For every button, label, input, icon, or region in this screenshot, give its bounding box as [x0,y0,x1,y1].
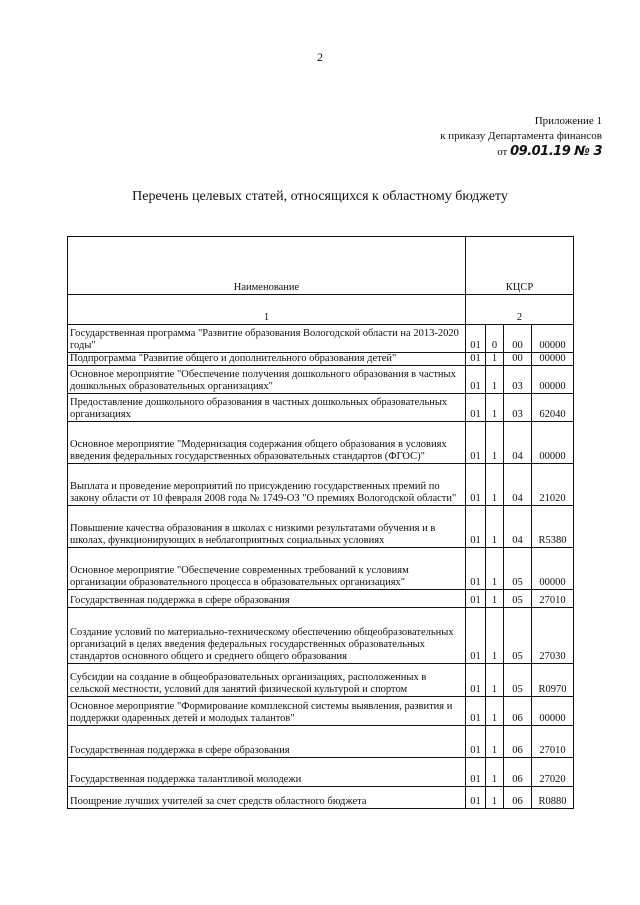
row-name: Выплата и проведение мероприятий по присуждению государственных премий по закону области от 10 февраля 2008 года № 1749-ОЗ "О премиях Вологодской области" [68,464,466,506]
code-event: 03 [504,394,532,422]
code-program: 01 [466,787,486,809]
header-name: Наименование [68,237,466,295]
code-direction: 00000 [532,548,574,590]
row-name: Предоставление дошкольного образования в частных дошкольных образовательных организациях [68,394,466,422]
row-name: Основное мероприятие "Обеспечение получения дошкольного образования в частных дошкольных образовательных организациях" [68,366,466,394]
code-direction: 00000 [532,353,574,366]
code-direction: 00000 [532,366,574,394]
code-direction: 27030 [532,608,574,664]
row-name: Государственная программа "Развитие образования Вологодской области на 2013-2020 годы" [68,325,466,353]
handwritten-order-number: 09.01.19 № 3 [510,144,602,159]
code-subprogram: 1 [486,697,504,726]
code-event: 04 [504,464,532,506]
target-articles-table [67,236,574,809]
code-program: 01 [466,353,486,366]
row-name: Государственная поддержка в сфере образования [68,590,466,608]
table-row [68,590,574,608]
header-code: КЦСР [466,237,574,295]
table-row [68,548,574,590]
code-direction: 00000 [532,422,574,464]
code-subprogram: 1 [486,758,504,787]
appendix-header [342,114,602,160]
code-event: 06 [504,758,532,787]
code-event: 03 [504,366,532,394]
code-subprogram: 1 [486,608,504,664]
code-program: 01 [466,726,486,758]
code-direction: 27010 [532,726,574,758]
code-subprogram: 0 [486,325,504,353]
code-program: 01 [466,590,486,608]
table-row [68,506,574,548]
appendix-order-ref: к приказу Департамента финансов [440,130,602,142]
code-direction: 21020 [532,464,574,506]
table-row [68,608,574,664]
row-name: Субсидии на создание в общеобразовательных организациях, расположенных в сельской местности, условий для занятий физической культурой и спортом [68,664,466,697]
code-event: 05 [504,548,532,590]
row-name: Повышение качества образования в школах с низкими результатами обучения и в школах, функционирующих в неблагоприятных социальных условиях [68,506,466,548]
code-program: 01 [466,394,486,422]
table-row [68,726,574,758]
code-event: 00 [504,325,532,353]
row-name: Основное мероприятие "Формирование комплексной системы выявления, развития и поддержки одаренных детей и молодых талантов" [68,697,466,726]
code-event: 04 [504,422,532,464]
row-name: Государственная поддержка в сфере образования [68,726,466,758]
code-event: 06 [504,726,532,758]
table-row [68,464,574,506]
code-direction: 27010 [532,590,574,608]
row-name: Подпрограмма "Развитие общего и дополнительного образования детей" [68,353,466,366]
column-number-name: 1 [68,295,466,325]
appendix-title: Приложение 1 [534,115,602,127]
code-program: 01 [466,608,486,664]
code-program: 01 [466,506,486,548]
code-event: 05 [504,590,532,608]
code-subprogram: 1 [486,548,504,590]
code-subprogram: 1 [486,787,504,809]
code-subprogram: 1 [486,726,504,758]
code-subprogram: 1 [486,353,504,366]
document-title: Перечень целевых статей, относящихся к областному бюджету [132,189,508,204]
code-event: 05 [504,664,532,697]
code-program: 01 [466,697,486,726]
code-direction: R0880 [532,787,574,809]
row-name: Создание условий по материально-техническому обеспечению общеобразовательных организаций в целях введения федеральных государственных образовательных стандартов основного общего и среднего общего образования [68,608,466,664]
code-program: 01 [466,366,486,394]
code-event: 06 [504,787,532,809]
column-number-code: 2 [466,295,574,325]
appendix-order-date [342,144,602,160]
row-name: Основное мероприятие "Модернизация содержания общего образования в условиях введения федеральных государственных образовательных стандартов (ФГОС)" [68,422,466,464]
code-direction: 00000 [532,325,574,353]
row-name: Основное мероприятие "Обеспечение современных требований к условиям организации образовательного процесса в образовательных организациях" [68,548,466,590]
table-row [68,664,574,697]
row-name: Поощрение лучших учителей за счет средств областного бюджета [68,787,466,809]
code-event: 04 [504,506,532,548]
table-row [68,325,574,353]
row-name: Государственная поддержка талантливой молодежи [68,758,466,787]
code-direction: 00000 [532,697,574,726]
table-row [68,366,574,394]
table-row [68,787,574,809]
code-subprogram: 1 [486,664,504,697]
code-program: 01 [466,548,486,590]
table-row [68,697,574,726]
code-program: 01 [466,464,486,506]
code-event: 05 [504,608,532,664]
table-row [68,394,574,422]
table-row [68,353,574,366]
code-subprogram: 1 [486,366,504,394]
code-subprogram: 1 [486,394,504,422]
order-prefix: от [497,146,508,158]
code-event: 00 [504,353,532,366]
table-body [68,325,574,809]
table-row [68,422,574,464]
code-direction: R5380 [532,506,574,548]
table-row [68,758,574,787]
code-subprogram: 1 [486,506,504,548]
code-program: 01 [466,664,486,697]
code-program: 01 [466,422,486,464]
code-subprogram: 1 [486,422,504,464]
code-program: 01 [466,758,486,787]
code-direction: R0970 [532,664,574,697]
page-number: 2 [317,50,323,64]
code-subprogram: 1 [486,590,504,608]
code-event: 06 [504,697,532,726]
code-subprogram: 1 [486,464,504,506]
code-direction: 27020 [532,758,574,787]
code-program: 01 [466,325,486,353]
code-direction: 62040 [532,394,574,422]
